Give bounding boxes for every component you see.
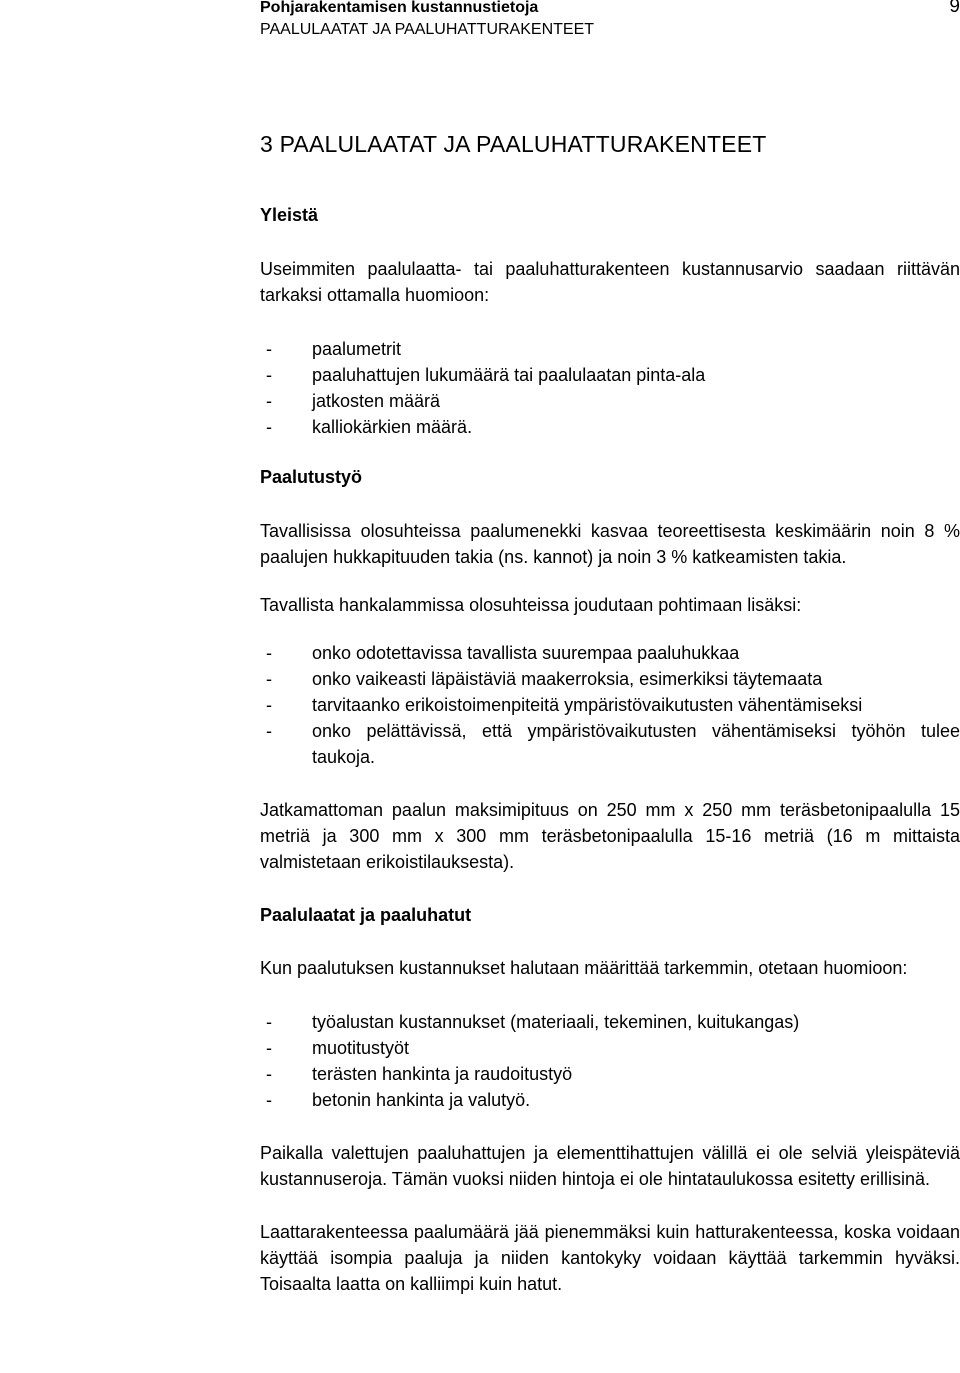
list-dash: - [266, 391, 272, 411]
page-number: 9 [949, 0, 960, 17]
list-item-text: tarvitaanko erikoistoimenpiteitä ympäristövaikutusten vähentämiseksi [312, 695, 863, 715]
list-item-text: työalustan kustannukset (materiaali, tekeminen, kuitukangas) [312, 1012, 800, 1032]
list-item-text: jatkosten määrä [312, 391, 441, 411]
list-item [260, 1087, 960, 1113]
list-paalulaatat [260, 1009, 960, 1113]
list-dash: - [266, 1012, 272, 1032]
list-item [260, 640, 960, 666]
page-header [260, 0, 960, 48]
list-item-text: terästen hankinta ja raudoitustyö [312, 1064, 573, 1084]
paragraph-paalutustyo-1: Tavallisissa olosuhteissa paalumenekki kasvaa teoreettisesta keskimäärin noin 8 % paalujen hukkapituuden takia (ns. kannot) ja noin 3 % katkeamisten takia. [260, 521, 960, 567]
running-header-chapter: PAALULAATAT JA PAALUHATTURAKENTEET [260, 21, 595, 38]
list-item [260, 666, 960, 692]
list-item [260, 1009, 960, 1035]
running-header-title: Pohjarakentamisen kustannustietoja [260, 0, 539, 16]
list-yleista [260, 336, 960, 440]
page-body [260, 124, 960, 1297]
list-dash: - [266, 1090, 272, 1110]
list-item-text: onko odotettavissa tavallista suurempaa paaluhukkaa [312, 643, 740, 663]
paragraph-paalutustyo-2: Tavallista hankalammissa olosuhteissa joudutaan pohtimaan lisäksi: [260, 595, 802, 615]
chapter-title: 3 PAALULAATAT JA PAALUHATTURAKENTEET [260, 131, 767, 157]
list-dash: - [266, 339, 272, 359]
list-item-text: onko pelättävissä, että ympäristövaikutusten vähentämiseksi työhön tulee taukoja. [312, 721, 960, 767]
list-dash: - [266, 1064, 272, 1084]
list-dash: - [266, 669, 272, 689]
list-item [260, 388, 960, 414]
list-dash: - [266, 695, 272, 715]
list-item [260, 336, 960, 362]
list-dash: - [266, 1038, 272, 1058]
list-item [260, 362, 960, 388]
paragraph-paalutustyo-3: Jatkamattoman paalun maksimipituus on 250 mm x 250 mm teräsbetonipaalulla 15 metriä ja 300 mm x 300 mm teräsbetonipaalulla 15-16 metriä (16 m mittaista valmistetaan erikoistilauksesta). [260, 800, 960, 872]
list-item-text: muotitustyöt [312, 1038, 410, 1058]
section-heading-paalulaatat: Paalulaatat ja paaluhatut [260, 905, 472, 925]
list-item-text: paalumetrit [312, 339, 402, 359]
paragraph-paalulaatat-2: Laattarakenteessa paalumäärä jää pienemmäksi kuin hatturakenteessa, koska voidaan käyttää isompia paaluja ja niiden kantokyky voidaan käyttää tarkemmin hyväksi. Toisaalta laatta on kalliimpi kuin hatut. [260, 1222, 960, 1294]
list-item-text: betonin hankinta ja valutyö. [312, 1090, 531, 1110]
section-heading-paalutustyo: Paalutustyö [260, 467, 363, 487]
list-dash: - [266, 643, 272, 663]
list-item [260, 414, 960, 440]
list-item [260, 692, 960, 718]
list-item-text: kalliokärkien määrä. [312, 417, 473, 437]
list-dash: - [266, 721, 272, 741]
paragraph-paalulaatat-1: Paikalla valettujen paaluhattujen ja elementtihattujen välillä ei ole selviä yleispäteviä kustannuseroja. Tämän vuoksi niiden hintoja ei ole hintataulukossa esitetty erillisinä. [260, 1143, 960, 1189]
paragraph-paalulaatat-intro: Kun paalutuksen kustannukset halutaan määrittää tarkemmin, otetaan huomioon: [260, 958, 908, 978]
list-item-text: onko vaikeasti läpäistäviä maakerroksia, esimerkiksi täytemaata [312, 669, 823, 689]
list-item [260, 1035, 960, 1061]
section-heading-yleista: Yleistä [260, 205, 319, 225]
list-item [260, 1061, 960, 1087]
list-dash: - [266, 417, 272, 437]
paragraph-yleista-intro: Useimmiten paalulaatta- tai paaluhatturakenteen kustannusarvio saadaan riittävän tarkaksi ottamalla huomioon: [260, 259, 960, 305]
list-item-text: paaluhattujen lukumäärä tai paalulaatan pinta-ala [312, 365, 706, 385]
list-dash: - [266, 365, 272, 385]
list-paalutustyo [260, 640, 960, 770]
list-item [260, 718, 960, 770]
